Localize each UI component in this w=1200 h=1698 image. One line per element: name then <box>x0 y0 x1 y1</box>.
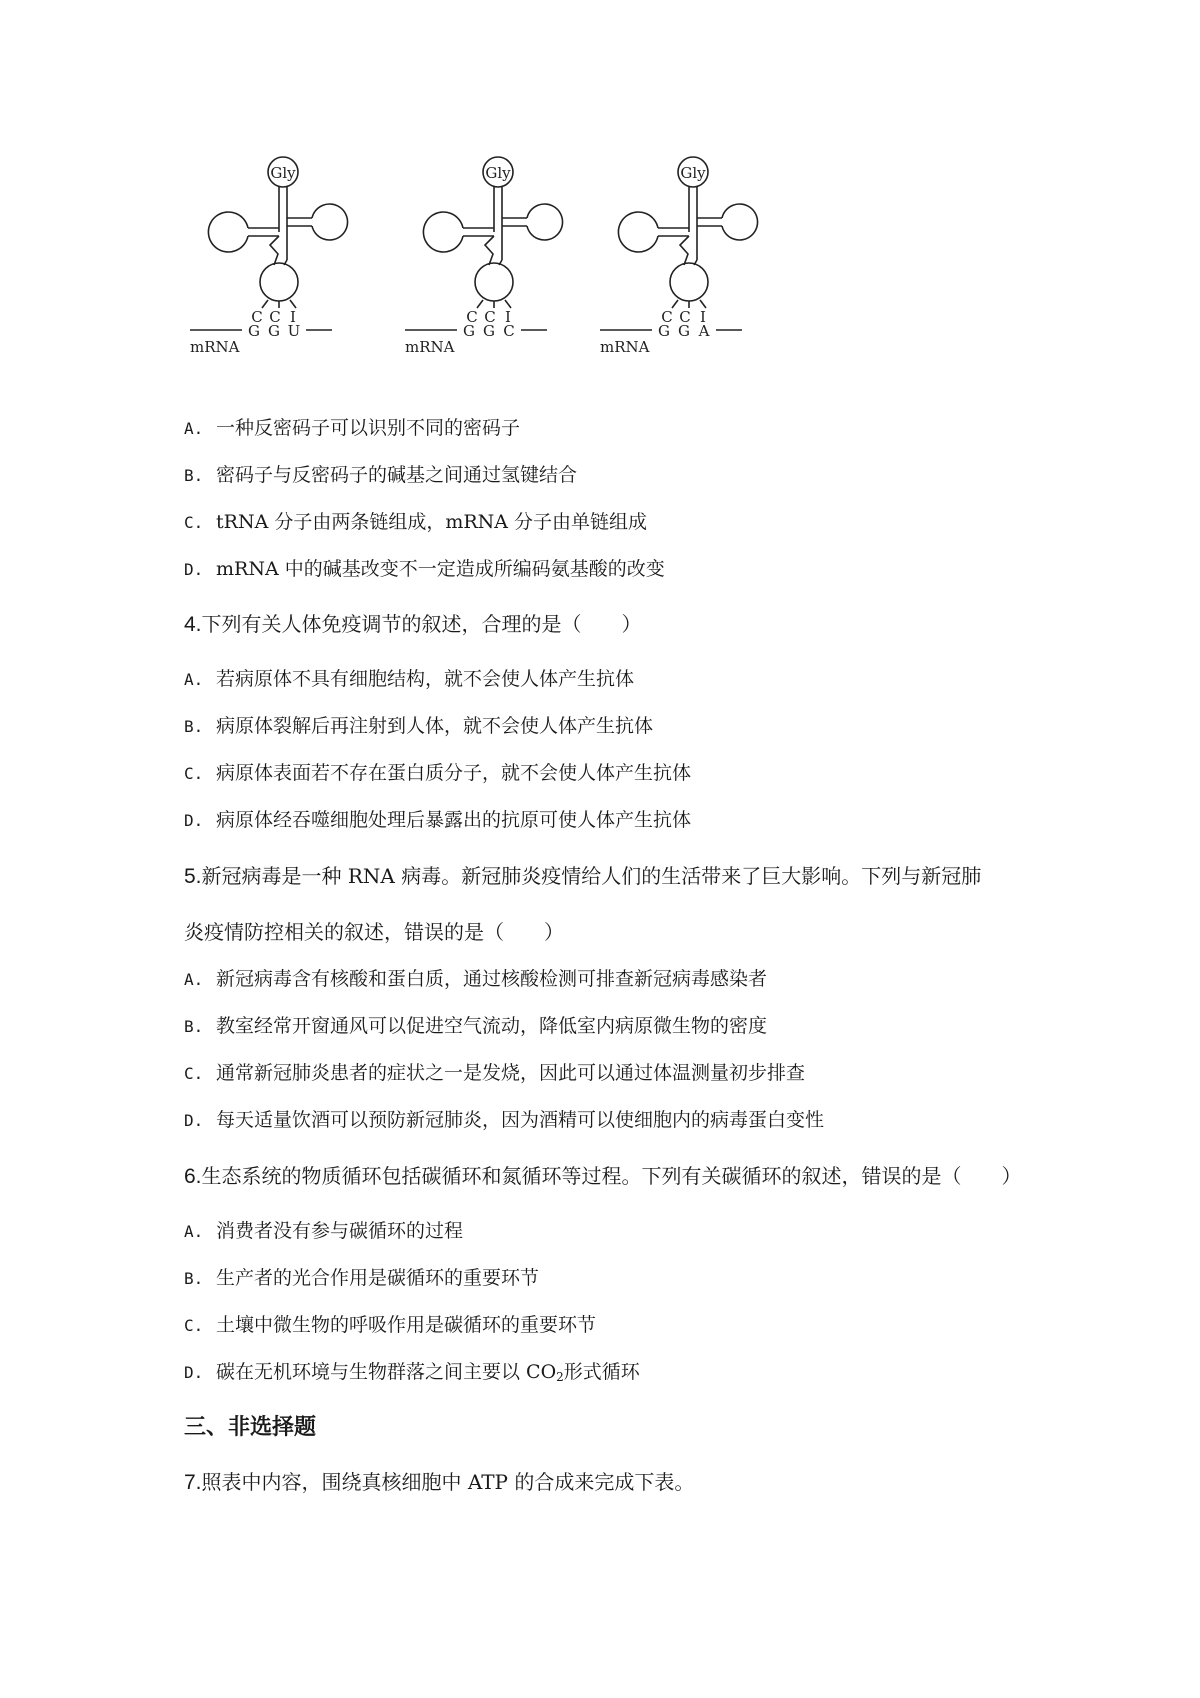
option-text: 病原体裂解后再注射到人体，就不会使人体产生抗体 <box>216 715 654 737</box>
trna-panel <box>600 157 758 356</box>
t-arm <box>502 218 527 226</box>
question-number: 7. <box>184 1471 202 1494</box>
anticodon-ticks <box>672 300 706 308</box>
option-letter: C. <box>184 513 204 532</box>
q6-option-b <box>184 1263 539 1290</box>
codon-base: G <box>248 322 260 340</box>
section-title: 三、非选择题 <box>184 1415 317 1440</box>
option-text: 密码子与反密码子的碱基之间通过氢键结合 <box>216 464 578 486</box>
q3-option-c <box>184 507 647 534</box>
q6-option-d <box>184 1357 640 1384</box>
question-text: 炎疫情防控相关的叙述，错误的是（ ） <box>184 920 564 944</box>
variable-region <box>680 236 697 265</box>
option-text: 生产者的光合作用是碳循环的重要环节 <box>216 1267 540 1289</box>
anticodon-base: I <box>700 308 706 326</box>
question-number: 4. <box>184 613 202 636</box>
t-loop <box>722 204 758 240</box>
option-letter: D. <box>184 560 204 579</box>
q5-stem-line2 <box>184 916 564 945</box>
question-text: 生态系统的物质循环包括碳循环和氮循环等过程。下列有关碳循环的叙述，错误的是（ ） <box>201 1164 1022 1188</box>
amino-acid-label: Gly <box>270 164 296 182</box>
anticodon-loop <box>260 263 298 301</box>
anticodon-base: I <box>290 308 296 326</box>
option-text: tRNA 分子由两条链组成，mRNA 分子由单链组成 <box>216 511 648 533</box>
acceptor-stem <box>689 187 697 260</box>
d-arm <box>248 228 279 236</box>
q5-stem-line1 <box>184 860 981 889</box>
acceptor-stem <box>279 187 287 260</box>
d-arm <box>658 228 689 236</box>
t-loop <box>312 204 348 240</box>
variable-region <box>270 236 287 265</box>
anticodon-base: I <box>505 308 511 326</box>
q3-option-d <box>184 554 665 581</box>
option-text: 通常新冠肺炎患者的症状之一是发烧，因此可以通过体温测量初步排查 <box>216 1062 806 1084</box>
option-letter: D. <box>184 1363 204 1382</box>
option-text: 若病原体不具有细胞结构，就不会使人体产生抗体 <box>216 668 635 690</box>
q7-stem <box>184 1466 694 1495</box>
option-text: 病原体经吞噬细胞处理后暴露出的抗原可使人体产生抗体 <box>216 809 692 831</box>
q5-option-d <box>184 1105 824 1132</box>
amino-acid-label: Gly <box>485 164 511 182</box>
codon-base: G <box>658 322 670 340</box>
option-letter: A. <box>184 970 204 989</box>
q4-option-d <box>184 805 691 832</box>
q6-stem <box>184 1160 1022 1189</box>
q3-option-b <box>184 460 577 487</box>
q6-option-a <box>184 1216 463 1243</box>
amino-acid-label: Gly <box>680 164 706 182</box>
anticodon-base: C <box>269 308 281 326</box>
q4-option-a <box>184 664 634 691</box>
mrna-label: mRNA <box>405 338 455 356</box>
t-loop <box>527 204 563 240</box>
codon-base: G <box>678 322 690 340</box>
option-text: 病原体表面若不存在蛋白质分子，就不会使人体产生抗体 <box>216 762 692 784</box>
codon-base: G <box>268 322 280 340</box>
anticodon-base: C <box>251 308 263 326</box>
option-text: 每天适量饮酒可以预防新冠肺炎，因为酒精可以使细胞内的病毒蛋白变性 <box>216 1109 825 1131</box>
q4-option-c <box>184 758 691 785</box>
option-letter: C. <box>184 1316 204 1335</box>
question-text: 新冠病毒是一种 RNA 病毒。新冠肺炎疫情给人们的生活带来了巨大影响。下列与新冠肺 <box>201 864 982 888</box>
d-arm <box>463 228 494 236</box>
option-letter: A. <box>184 419 204 438</box>
d-loop <box>423 212 463 252</box>
anticodon-base: C <box>661 308 673 326</box>
anticodon-base: C <box>679 308 691 326</box>
q3-option-a <box>184 413 520 440</box>
codon-base: G <box>463 322 475 340</box>
trna-panel <box>190 157 348 356</box>
question-number: 5. <box>184 865 202 888</box>
q5-option-b <box>184 1011 767 1038</box>
option-letter: B. <box>184 466 204 485</box>
d-loop <box>618 212 658 252</box>
option-letter: D. <box>184 1111 204 1130</box>
option-text: 消费者没有参与碳循环的过程 <box>216 1220 464 1242</box>
option-text: 碳在无机环境与生物群落之间主要以 CO <box>216 1361 557 1383</box>
t-arm <box>287 218 312 226</box>
option-text: 土壤中微生物的呼吸作用是碳循环的重要环节 <box>216 1314 597 1336</box>
question-number: 6. <box>184 1165 202 1188</box>
option-text: 形式循环 <box>563 1361 640 1383</box>
mrna-label: mRNA <box>600 338 650 356</box>
option-text: 一种反密码子可以识别不同的密码子 <box>216 417 521 439</box>
option-letter: B. <box>184 1269 204 1288</box>
option-letter: B. <box>184 717 204 736</box>
anticodon-base: C <box>484 308 496 326</box>
q6-option-c <box>184 1310 596 1337</box>
codon-base: U <box>287 322 301 340</box>
anticodon-ticks <box>477 300 511 308</box>
q4-stem <box>184 608 642 637</box>
option-letter: B. <box>184 1017 204 1036</box>
anticodon-loop <box>670 263 708 301</box>
subscript: 2 <box>556 1370 564 1384</box>
q5-option-a <box>184 964 767 991</box>
anticodon-ticks <box>262 300 296 308</box>
variable-region <box>485 236 502 265</box>
option-text: mRNA 中的碱基改变不一定造成所编码氨基酸的改变 <box>216 558 665 580</box>
option-text: 教室经常开窗通风可以促进空气流动，降低室内病原微生物的密度 <box>216 1015 768 1037</box>
anticodon-loop <box>475 263 513 301</box>
question-text: 下列有关人体免疫调节的叙述，合理的是（ ） <box>201 612 642 636</box>
q4-option-b <box>184 711 653 738</box>
option-letter: D. <box>184 811 204 830</box>
codon-base: A <box>698 322 710 340</box>
mrna-label: mRNA <box>190 338 240 356</box>
trna-panel <box>405 157 563 356</box>
d-loop <box>208 212 248 252</box>
q5-option-c <box>184 1058 805 1085</box>
codon-base: G <box>483 322 495 340</box>
option-letter: A. <box>184 670 204 689</box>
option-letter: C. <box>184 1064 204 1083</box>
option-text: 新冠病毒含有核酸和蛋白质，通过核酸检测可排查新冠病毒感染者 <box>216 968 768 990</box>
option-letter: C. <box>184 764 204 783</box>
trna-codon-figure <box>190 150 810 390</box>
trna-diagram <box>190 150 810 390</box>
acceptor-stem <box>494 187 502 260</box>
t-arm <box>697 218 722 226</box>
question-text: 照表中内容，围绕真核细胞中 ATP 的合成来完成下表。 <box>201 1470 695 1494</box>
option-letter: A. <box>184 1222 204 1241</box>
anticodon-base: C <box>466 308 478 326</box>
codon-base: C <box>503 322 515 340</box>
